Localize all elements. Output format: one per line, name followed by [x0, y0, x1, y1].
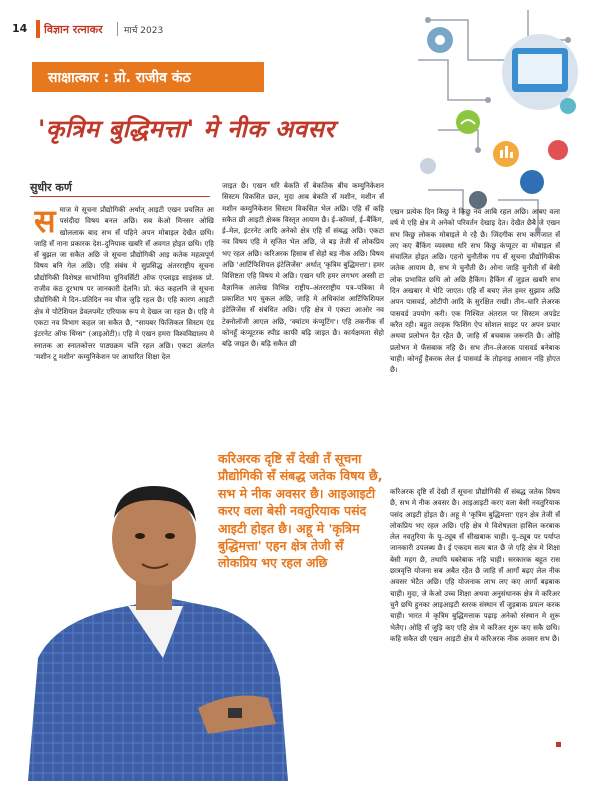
column-1-text: माज मे सूचना प्रौद्योगिकी अर्थात् आइटी एखन प्रचलित आ पसंदीदा विषय बनल अछि। सब केओ मिनसर ओखि खोललाक बाद सभ सँ पहिने अपन मोबाइल देखैत छथि। जाहि सँ नाना प्रकारक देश–दुनियाक खबरि सँ अवगत होइत छथि। एहि सँ बुझल जा सकैत अछि जे सूचना प्रौद्योगिकी आइ कतेक महत्वपूर्ण विषय बनि गेल अछि। एहि संबंध मे सुप्रसिद्ध अंतरराष्ट्रीय सूचना प्रौद्योगिकी विशेषज्ञ साभोनिया यूनिवर्सिटी ऑफ एप्लाइड साइंसक प्रो. राजीव कंठ दूरभाष पर जानकारी देलनि। प्रो. कंठ कहलनि जे सूचना प्रौद्योगिकी मे दिन–प्रतिदिन नव चीज जुड़ि रहल छै। एहि कारण आइटी क्षेत्र मे पोटेंशियल डेवलपमेंट एरियाक रूप मे देखल जा रहल छै। एहि मे एकटा नव विभाग कहल जा सकैत छै, "सायबर फिजिकल सिस्टम एंड इंटरनेट ऑफ थिंग्स" (आइओटी)। एहि मे एखन हमरा विश्वविद्यालय मे स्नातक आ स्नातकोत्तर पाठ्यक्रम चलि रहल अछि। एकटा अंतर्गत 'मशीन टू मशीन' कम्युनिकेशन पर आधारित शिक्षा देल — [34, 205, 214, 361]
body-column-3-continued: करिअरक दृष्टि सँ देखी तँ सूचना प्रौद्योगिकी सँ संबद्ध जतेक विषय छै, सभ मे नीक अवसर छै। आइआइटी करए वला बेसी नवतुरियाक पसंद आइटी होइत छै। अहू मे 'कृत्रिम बुद्धिमत्ता' एहन क्षेत्र तेजी सँ लोकप्रिय भए रहल अछि। एहि क्षेत्र मे विशेषज्ञता हासिल करबाक लेल नवतुरिया के यू–ट्यूब सँ सीखबाक चाही। यू–ट्यूब पर पर्याप्त जानकारी उपलब्ध छै। ई एकदम सत्य बात छै जे एहि क्षेत्र मे शिक्षा बेसी महग छै, तथापि घबरेबाक नहि चाही। सरकारक बहुत रास छात्रवृत्ति योजना सब अबैत रहैत छै जाहि सँ आगाँ बढ़ए लेल नीक अवसर भेटैत अछि। एहि योजनाक लाभ लए कए आगाँ बढ़बाक चाही। मुदा, जे केओ उच्च शिक्षा अथवा अनुसंधानक क्षेत्र मे करिअर चुनै छथि हुनका आइआइटी स्तरक संस्थान सँ जुड़बाक प्रयत्न करक चाही। भारत मे कृत्रिम बुद्धिमत्ताक पढ़ाइ अनेको संस्थान मे शुरू भेलैए। ओहि सँ जुड़ि कए एहि क्षेत्र मे करिअर शुरू कए सकै छथि। कहि सकैत छी एखन आइटी क्षेत्र मे करिअरक नीक अवसर सभ छै। — [390, 487, 560, 643]
end-mark — [556, 742, 561, 747]
star-icon — [520, 170, 544, 194]
magazine-name: विज्ञान रत्नाकर — [44, 23, 103, 36]
author-name: सुधीर कर्ण — [30, 181, 72, 194]
body-column-1 — [34, 204, 214, 474]
page-header — [12, 20, 412, 40]
cloud-icon — [420, 158, 436, 174]
header-accent-bar — [36, 20, 40, 38]
issue-date: मार्च 2023 — [124, 26, 164, 36]
section-label: साक्षात्कार : प्रो. राजीव कंठ — [32, 62, 264, 92]
author-rule — [30, 196, 210, 197]
interviewee-photo — [18, 478, 308, 781]
wifi-icon — [456, 110, 480, 134]
body-column-2: जाइत छै। एखन धरि बेकति सँ बेकतिक बीच कम्युनिकेशन सिस्टम विकसित छल, मुदा आब बेकति सँ मशीन, मशीन सँ मशीन कम्युनिकेशन सिस्टम विकसित भेल अछि। एहि सँ कहि सकैत छी आइटी क्षेत्रक विस्तृत आयाम छै। ई–कॉमर्स, ई–बैंकिंग, ई–मेल, इंटरनेट आदि अनेको क्षेत्र एहि सँ संबद्ध अछि। एकटा नव विषय एहि मे सृजित भेल अछि, जे बड़ तेजी सँ लोकप्रिय भए रहल अछि। करिअरक हिसाब सँ सेहो बड़ नीक अछि। विषय अछि 'आर्टिफिशियल इंटेलिजेंस' अर्थात् 'कृत्रिम बुद्धिमत्ता'। हमर विशिष्टता एहि विषय मे अछि। एखन धरि हमर लगभग अस्सी टा वैज्ञानिक आलेख विभिन्न राष्ट्रीय–अंतरराष्ट्रीय पत्र–पत्रिका मे प्रकाशित भए चुकल अछि, जाहि मे अधिकांश आर्टिफिशियल इंटेलिजेंस सँ संबंधित अछि। एहि क्षेत्र मे एकटा आओर नव टेक्नोलॉजी आएल अछि, 'क्वांटम कंप्यूटिंग'। एहि तकनीक सँ कोनहुँ कंप्यूटरक स्पीड काफी बढ़ि जाइत छै। कार्यक्षमता सेहो बढ़ि जाइत छै। बढ़ि सकैत छी — [222, 181, 384, 349]
page-number: 14 — [12, 22, 28, 35]
chat-icon — [548, 140, 568, 160]
pull-quote: करिअरक दृष्टि सँ देखी तँ सूचना प्रौद्योगिकी सँ संबद्ध जतेक विषय छै, सभ मे नीक अवसर छै। आइआइटी करए वला बेसी नवतुरियाक पसंद आइटी होइत छै। अहू मे 'कृत्रिम बुद्धिमत्ता' एहन क्षेत्र तेजी सँ लोकप्रिय भए रहल अछि — [218, 451, 383, 571]
drop-cap: स — [34, 204, 56, 240]
article-title: 'कृत्रिम बुद्धिमत्ता' मे नीक अवसर — [38, 115, 335, 143]
mail-icon — [560, 98, 576, 114]
body-column-3: एखन प्रत्येक दिन किछु ने किछु नव आबि रहल अछि। आबए वला वर्ष मे एहि क्षेत्र मे अनेको परिवर्तन देखाइ देत। देखैत छैबै जे एखन सभ किछु लोकक मोबाइले मे रहै छै। जिंदगीक सभ कागजात सँ लए कए बैंकिंग व्यवस्था धरि सभ किछु कंप्यूटर वा मोबाइल सँ संचालित होइत अछि। एहनो चुनौतीक गप सँ सूचना प्रौद्योगिकीक जतेक आयाम छै, सभ मे चुनौती छै। ओना जाहि चुनौती सँ बेसी लोक प्रभावित छथि ओ अछि हैकिंग। हैकिंग सँ जुड़ल खबरि सभ दिन अखबार मे भेटि जाएत। एहि सँ बचए लेल हमर सुझाव अछि अपन पासवर्ड, ओटीपी आदि के सुरक्षित राखी। तीन–चारि लेअरक पासवर्ड उपयोग करी। एक निश्चित अंतराल पर सिस्टम अपडेट करैत रही। बहुत तरहक फिशिंग ऐप सोशल साइट पर अपन प्रचार अथवा प्रलोभन दैत रहैत छै, जाहि सँ बचबाक जरूरति छै। ओहि प्रलोभन मे फँसबाक नहि छै। सभ तीन–लेअरक पासवर्ड बनेबाक चाही। कोनहुँ हैकरक लेल ई पासवर्ड के तोड़नाइ आसान नहि होएत छै। — [390, 207, 560, 375]
header-divider — [117, 22, 118, 36]
